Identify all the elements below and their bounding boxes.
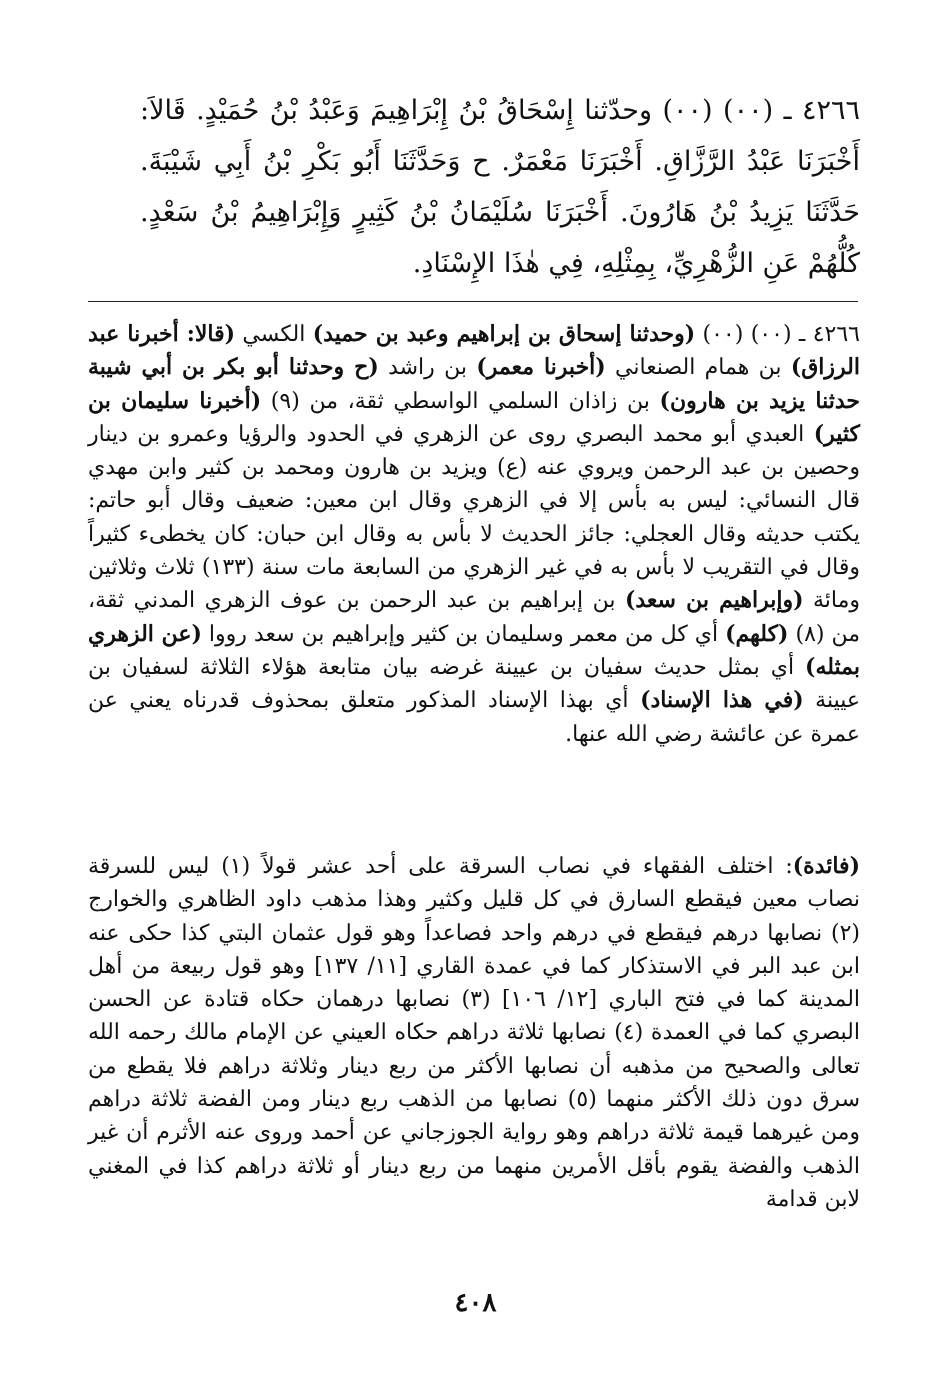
commentary-segment-bold: (وحدثنا إسحاق بن إبراهيم وعبد بن حميد) — [312, 321, 696, 347]
commentary-segment: بن راشد — [378, 355, 477, 381]
commentary-segment-bold: (قالا: أخبرنا عبد الرزاق) — [88, 321, 860, 381]
commentary-block — [88, 318, 860, 751]
commentary-segment-bold: (ح وحدثنا أبو بكر بن أبي شيبة حدثنا يزيد بن هارون) — [88, 354, 861, 414]
page-number: ٤٠٨ — [454, 1288, 497, 1318]
fawaid-paragraph — [88, 850, 860, 1216]
commentary-segment: بن إبراهيم بن عبد الرحمن بن عوف الزهري المدني ثقة، من (٨) — [88, 588, 861, 647]
commentary-segment: أي بمثل حديث سفيان بن عيينة غرضه بيان متابعة هؤلاء الثلاثة لسفيان بن عيينة — [88, 654, 860, 714]
fawaid-text: : اختلف الفقهاء في نصاب السرقة على أحد عشر قولاً (١) ليس للسرقة نصاب معين فيقطع السارق في كل قليل وكثير وهذا مذهب داود الظاهري والخوارج (٢) نصابها درهم فيقطع في درهم واحد فصاعداً وهو قول عثمان البتي كذا حكى عنه ابن عبد البر في الاستذكار كما في عمدة القاري [١١/ ١٣٧] وهو قول ربيعة من أهل المدينة كما في فتح الباري [١٢/ ١٠٦] (٣) نصابها درهمان حكاه قتادة عن الحسن البصري كما في العمدة (٤) نصابها ثلاثة دراهم حكاه العيني عن الإمام مالك رحمه الله تعالى والصحيح من مذهبه أن نصابها الأكثر من ربع دينار وثلاثة دراهم فلا يقطع من سرق دون ذلك الأكثر منهما (٥) نصابها من الذهب ربع دينار ومن الفضة ثلاثة دراهم ومن غيرهما قيمة ثلاثة دراهم وهو رواية الجوزجاني عن أحمد وروى عنه الأثرم أن غير الذهب والفضة يقوم بأقل الأمرين منهما من ربع دينار أو ثلاثة دراهم كذا في المغني لابن قدامة — [88, 854, 861, 1212]
fawaid-label: (فائدة) — [792, 853, 860, 879]
commentary-segment-bold: (أخبرنا معمر) — [476, 354, 606, 381]
commentary-segment: بن زاذان السلمي الواسطي ثقة، من (٩) — [261, 388, 660, 414]
section-divider — [88, 301, 858, 302]
commentary-segment-bold: (في هذا الإسناد) — [640, 687, 804, 714]
commentary-segment-bold: (كلهم) — [725, 620, 789, 647]
commentary-segment: العبدي أبو محمد البصري روى عن الزهري في الحدود والرؤيا وعمرو بن دينار وحصين بن عبد الرحمن ويروي عنه (ع) ويزيد بن هارون ومحمد بن كثير وابن مهدي قال النسائي: ليس به بأس إلا في الزهري وقال ابن معين: ضعيف وقال أبو حاتم: يكتب حديثه وقال العجلي: جائز الحديث لا بأس به وقال ابن حبان: كان يخطىء كثيراً وقال في التقريب لا بأس به في غير الزهري من السابعة مات سنة (١٣٣) ثلاث وثلاثين ومائة — [88, 421, 861, 614]
commentary-paragraph — [88, 318, 860, 751]
commentary-segment-bold: (وإبراهيم بن سعد) — [624, 587, 804, 614]
commentary-segment: أي بهذا الإسناد المذكور متعلق بمحذوف قدرناه يعني عن عمرة عن عائشة رضي الله عنها. — [88, 688, 860, 747]
commentary-segment: بن همام الصنعاني — [605, 355, 791, 381]
commentary-segment: أي كل من معمر وسليمان بن كثير وإبراهيم بن سعد رووا — [201, 621, 726, 647]
commentary-segment: ٤٢٦٦ ـ (٠٠) (٠٠) — [695, 322, 860, 347]
hadith-text: ٤٢٦٦ ـ (٠٠) (٠٠) وحدّثنا إِسْحَاقُ بْنُ إِبْرَاهِيمَ وَعَبْدُ بْنُ حُمَيْدٍ. قَالاَ: أَخْبَرَنَا عَبْدُ الرَّزَّاقِ. أَخْبَرَنَا مَعْمَرٌ. ح وَحَدَّثَنَا أَبُو بَكْرِ بْنُ أَبِي شَيْبَةَ. حَدَّثَنَا يَزِيدُ بْنُ هَارُونَ. أَخْبَرَنَا سُلَيْمَانُ بْنُ كَثِيرٍ وَإِبْرَاهِيمُ بْنُ سَعْدٍ. كُلُّهُمْ عَنِ الزُّهْرِيِّ، بِمِثْلِهِ، فِي هٰذَا الإِسْنَادِ. — [140, 95, 861, 279]
commentary-segment: الكسي — [235, 322, 313, 347]
commentary-segment-bold: (أخبرنا سليمان بن كثير) — [88, 387, 860, 447]
commentary-segment-bold: (عن الزهري بمثله) — [88, 620, 860, 680]
hadith-text-block — [140, 85, 860, 289]
fawaid-block — [88, 850, 860, 1216]
